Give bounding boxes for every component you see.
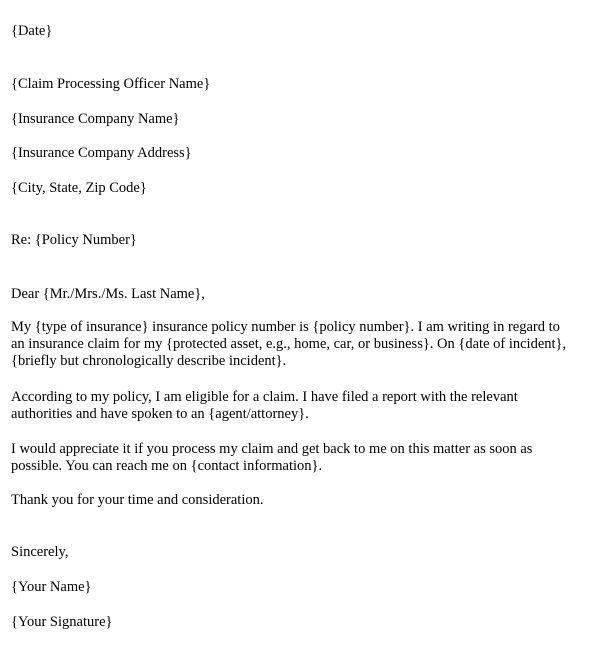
- paragraph-1-line-2: an insurance claim for my {protected asset, e.g., home, car, or business}. On {date of incident},: [11, 336, 567, 352]
- paragraph-1-line-3: {briefly but chronologically describe incident}.: [11, 353, 287, 369]
- your-name: {Your Name}: [11, 579, 92, 595]
- recipient-company: {Insurance Company Name}: [11, 111, 180, 127]
- recipient-name: {Claim Processing Officer Name}: [11, 76, 211, 92]
- paragraph-2-line-1: According to my policy, I am eligible for a claim. I have filed a report with the relevant: [11, 389, 518, 405]
- letter-subject: Re: {Policy Number}: [11, 232, 137, 248]
- letter-date: {Date}: [11, 23, 53, 39]
- paragraph-3-line-1: I would appreciate it if you process my claim and get back to me on this matter as soon as: [11, 441, 533, 457]
- your-signature: {Your Signature}: [11, 614, 113, 630]
- recipient-city-state-zip: {City, State, Zip Code}: [11, 180, 147, 196]
- letter-salutation: Dear {Mr./Mrs./Ms. Last Name},: [11, 286, 205, 302]
- letter-closing: Sincerely,: [11, 544, 69, 560]
- paragraph-3-line-2: possible. You can reach me on {contact information}.: [11, 458, 323, 474]
- paragraph-4-line-1: Thank you for your time and consideration.: [11, 492, 264, 508]
- paragraph-1-line-1: My {type of insurance} insurance policy number is {policy number}. I am writing in regard to: [11, 319, 560, 335]
- recipient-address: {Insurance Company Address}: [11, 145, 192, 161]
- paragraph-2-line-2: authorities and have spoken to an {agent/attorney}.: [11, 406, 309, 422]
